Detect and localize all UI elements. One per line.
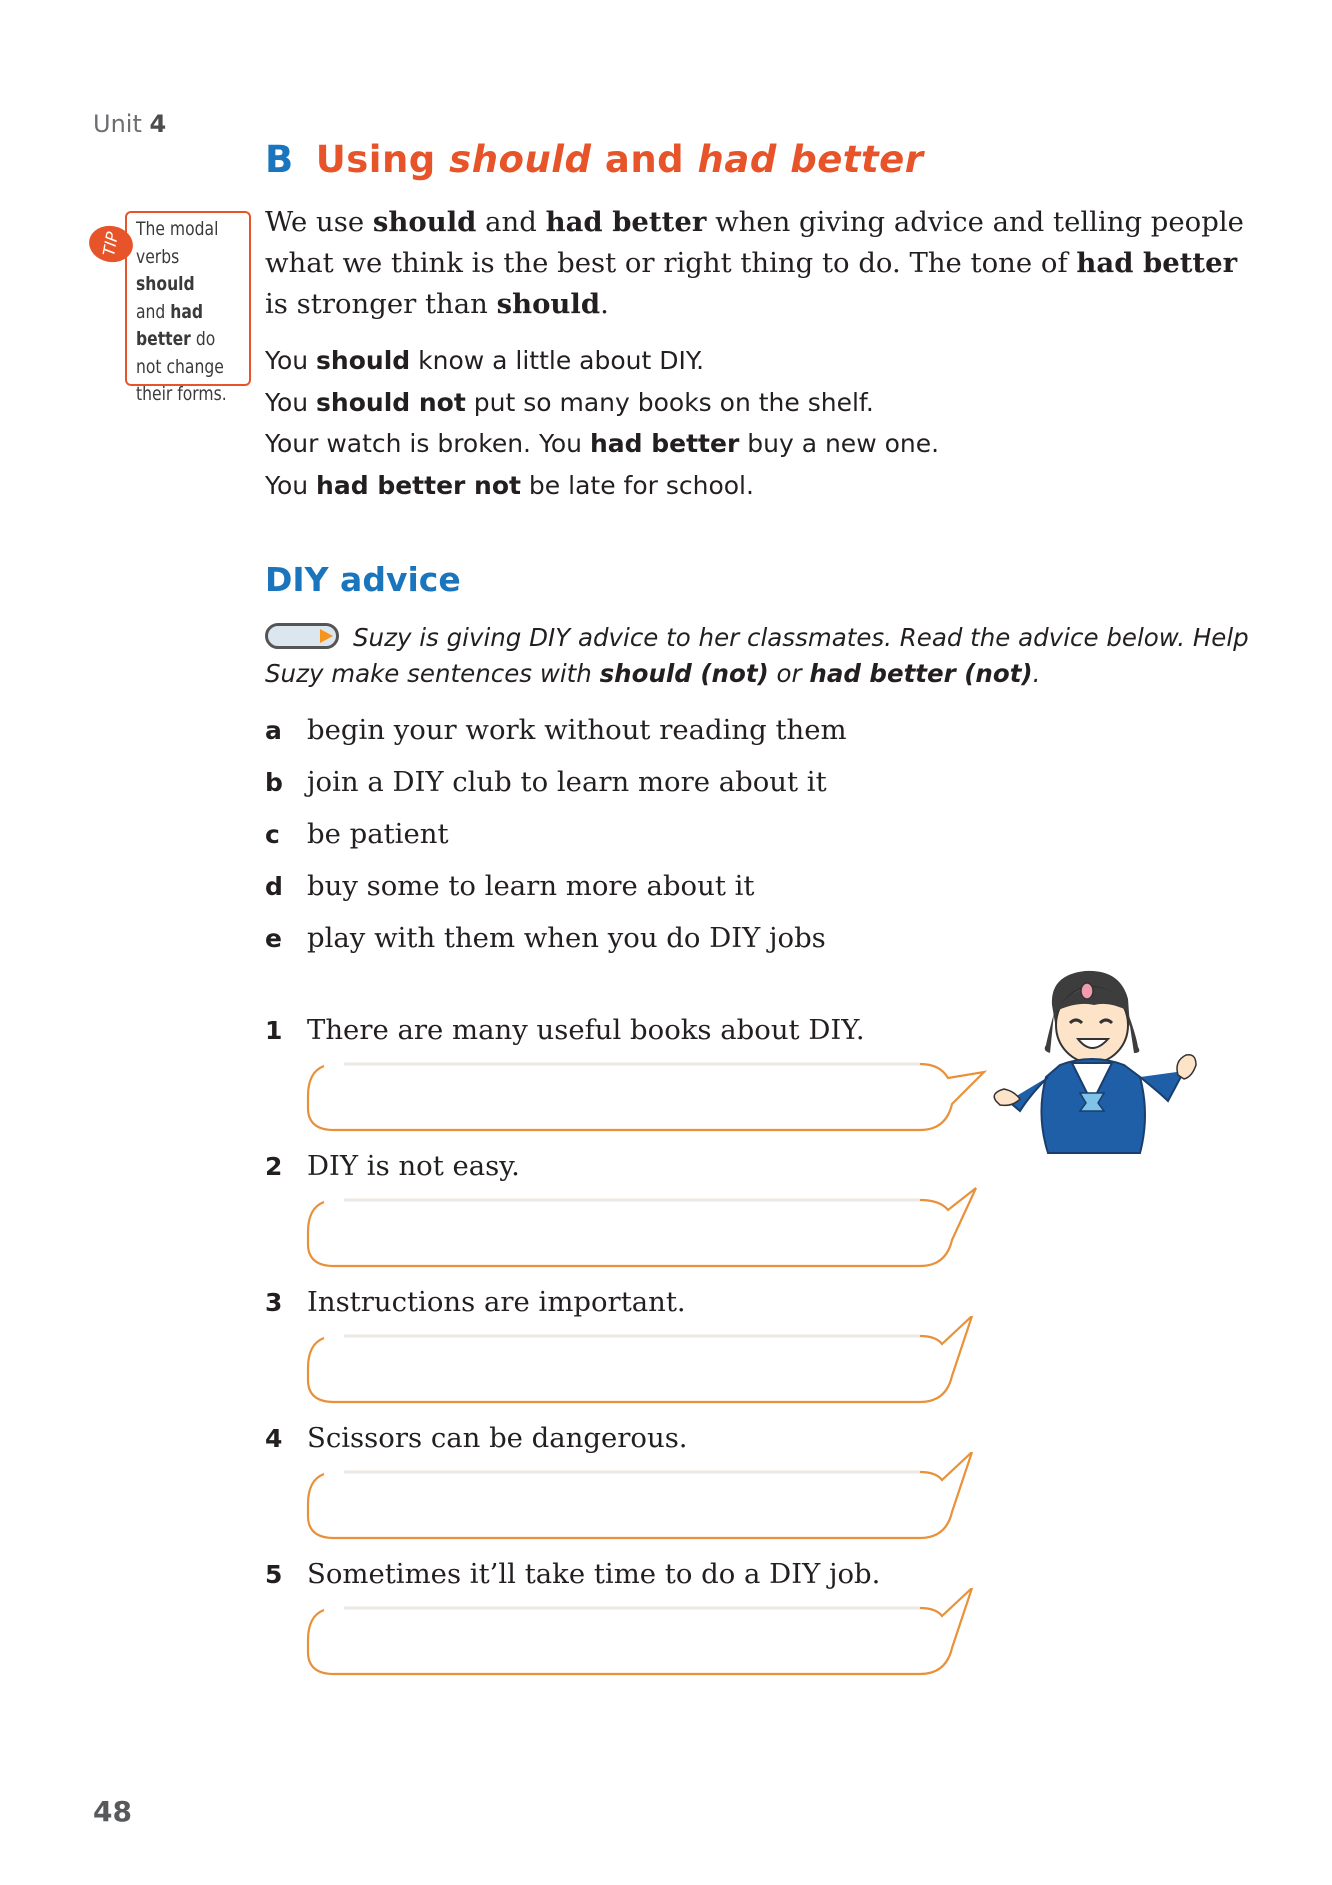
audio-track-icon (265, 623, 339, 649)
diy-advice-heading: DIY advice (265, 560, 461, 599)
question-item (265, 1558, 880, 1590)
question-text: Sometimes it’ll take time to do a DIY job. (307, 1558, 881, 1590)
answer-bubble-4[interactable] (300, 1452, 1000, 1542)
advice-option (265, 922, 826, 954)
instr-end: . (1032, 659, 1041, 688)
tip-text-1: The modal verbs (136, 218, 219, 268)
example-sentence (265, 382, 1265, 424)
question-item (265, 1014, 865, 1046)
option-text: begin your work without reading them (307, 714, 847, 746)
instr-pre: Suzy is giving DIY advice to her classmates. Read the advice below. Help Suzy make sentences with (265, 623, 1249, 688)
advice-option (265, 714, 847, 746)
question-item (265, 1150, 520, 1182)
question-item (265, 1422, 688, 1454)
question-number: 1 (265, 1016, 283, 1045)
option-key: c (265, 820, 280, 849)
tip-text (136, 216, 228, 409)
advice-option (265, 870, 754, 902)
question-number: 4 (265, 1424, 283, 1453)
question-text: Instructions are important. (307, 1286, 686, 1318)
suzy-illustration (990, 965, 1240, 1165)
unit-word: Unit (93, 110, 142, 138)
advice-option (265, 818, 449, 850)
section-title (265, 138, 924, 181)
intro-p2: and (476, 206, 546, 238)
section-title-pre: Using (315, 138, 450, 181)
unit-label (93, 110, 166, 138)
question-number: 2 (265, 1152, 283, 1181)
example-post: put so many books on the shelf. (465, 387, 874, 417)
example-sentence (265, 423, 1265, 465)
answer-bubble-1[interactable] (300, 1058, 1000, 1138)
section-title-word2: had better (697, 138, 924, 181)
intro-p1: We use (265, 206, 373, 238)
example-pre: You (265, 470, 317, 500)
tip-badge: TIP (86, 222, 136, 265)
section-title-word1: should (449, 138, 592, 181)
instr-mid: or (768, 659, 810, 688)
option-text: join a DIY club to learn more about it (307, 766, 827, 798)
unit-number: 4 (149, 110, 167, 138)
question-number: 3 (265, 1288, 283, 1317)
example-post: buy a new one. (739, 429, 940, 458)
example-sentence (265, 340, 1265, 382)
intro-b4: should (496, 288, 601, 320)
question-text: Scissors can be dangerous. (307, 1422, 688, 1454)
intro-p4: is stronger than (265, 288, 497, 320)
answer-bubble-5[interactable] (300, 1588, 1000, 1678)
option-key: d (265, 872, 283, 901)
option-key: e (265, 924, 282, 953)
intro-b1: should (372, 206, 477, 238)
example-pre: Your watch is broken. You (265, 429, 590, 458)
example-pre: You (265, 387, 317, 417)
instr-bold-should: should (not) (599, 659, 769, 688)
example-bold: had better not (316, 470, 521, 500)
section-letter: B (265, 138, 294, 181)
example-bold: should not (316, 387, 466, 417)
section-title-mid: and (591, 138, 698, 181)
example-bold: had better (589, 429, 740, 458)
option-text: play with them when you do DIY jobs (307, 922, 826, 954)
example-sentences (265, 340, 1265, 506)
page-number: 48 (93, 1795, 132, 1828)
tip-bold-should: should (136, 273, 195, 295)
intro-p3: when giving advice and telling people what we think is the best or right thing to do. The tone of (265, 206, 1244, 279)
advice-option (265, 766, 827, 798)
question-number: 5 (265, 1560, 283, 1589)
instr-bold-had-better: had better (not) (809, 659, 1033, 688)
intro-b3: had better (1076, 247, 1238, 279)
exercise-instructions (265, 620, 1275, 692)
tip-text-2: and (136, 300, 171, 323)
intro-paragraph (265, 202, 1265, 325)
question-item (265, 1286, 686, 1318)
question-text: DIY is not easy. (307, 1150, 520, 1182)
intro-p5: . (600, 288, 609, 320)
option-key: b (265, 768, 283, 797)
example-post: be late for school. (520, 470, 754, 500)
example-post: know a little about DIY. (410, 346, 705, 375)
answer-bubble-3[interactable] (300, 1316, 1000, 1406)
option-text: be patient (307, 818, 449, 850)
example-bold: should (316, 346, 411, 375)
question-text: There are many useful books about DIY. (307, 1014, 865, 1046)
example-pre: You (265, 346, 317, 375)
tip-text-3: do not change their forms. (136, 328, 227, 405)
tip-bold-had-better: had better (136, 300, 204, 350)
intro-b2: had better (545, 206, 707, 238)
option-text: buy some to learn more about it (307, 870, 755, 902)
option-key: a (265, 716, 282, 745)
example-sentence (265, 465, 1265, 507)
answer-bubble-2[interactable] (300, 1186, 1000, 1276)
